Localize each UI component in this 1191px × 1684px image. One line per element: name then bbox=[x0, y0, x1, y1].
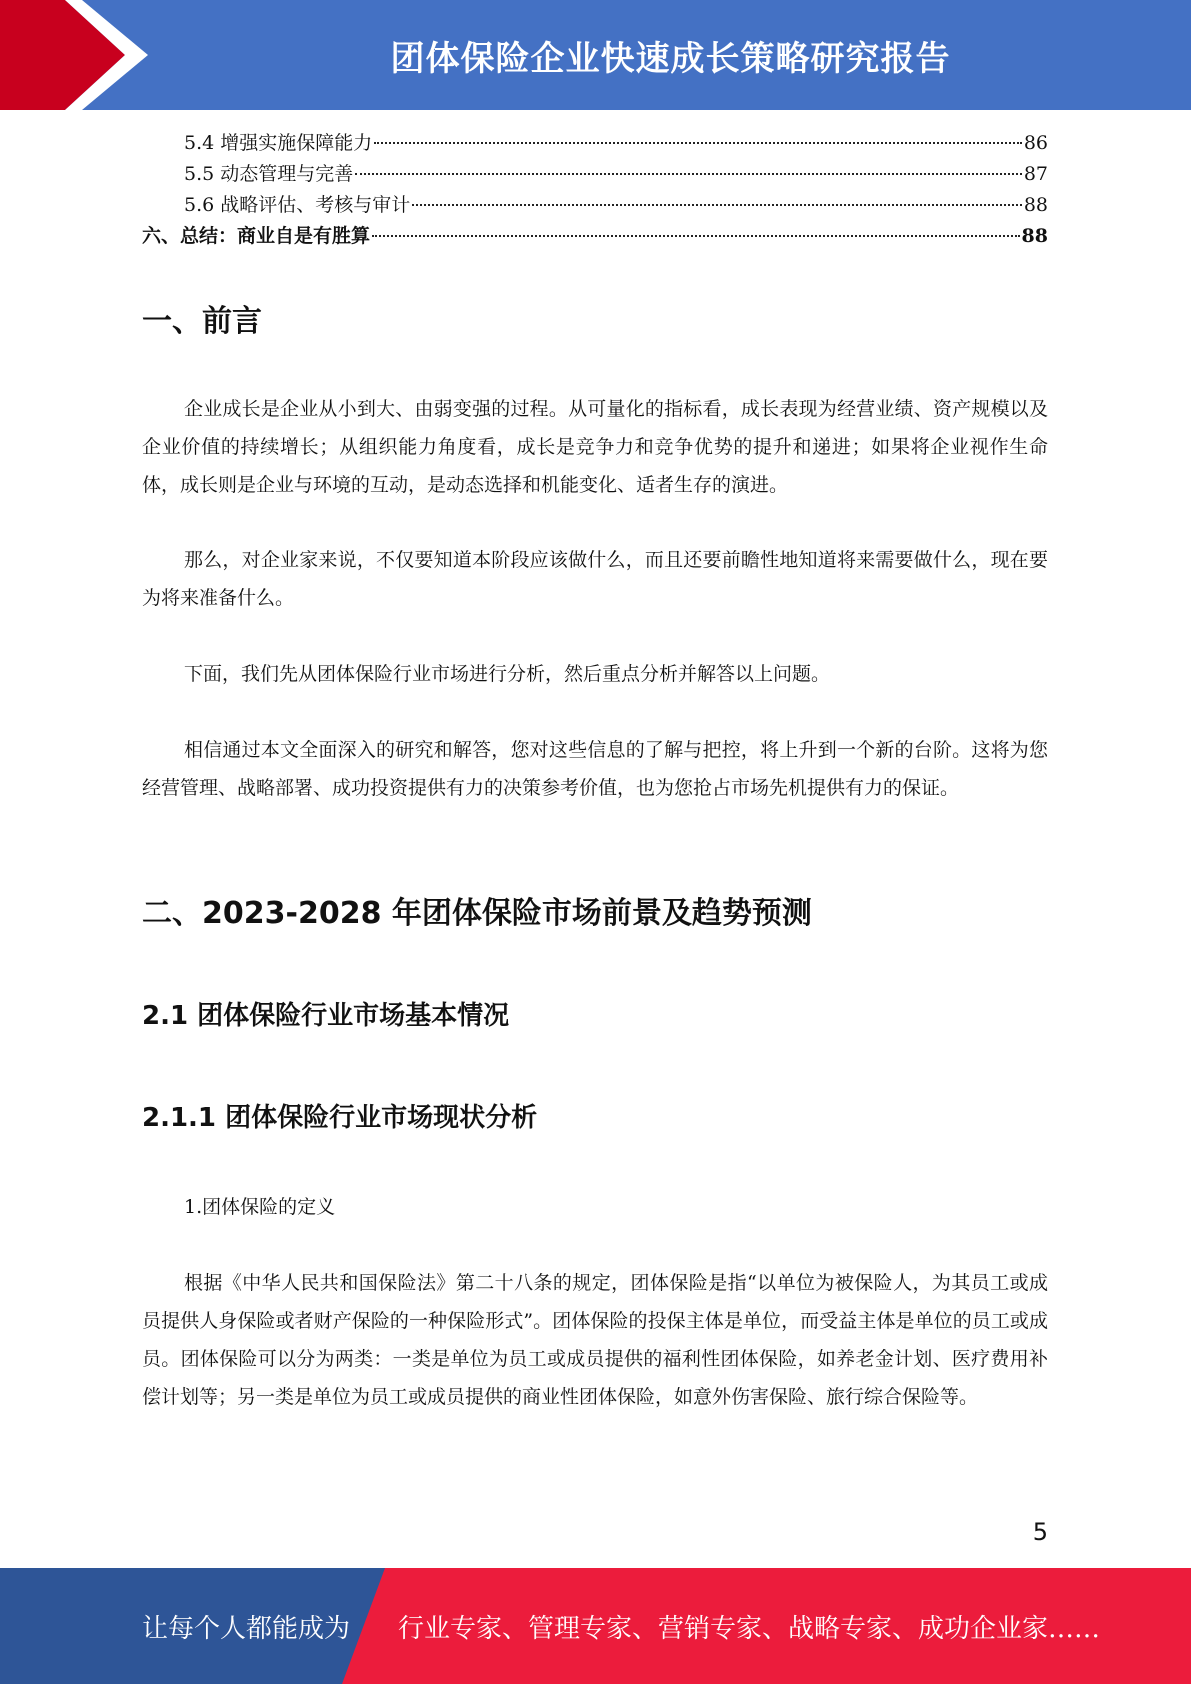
table-of-contents bbox=[142, 128, 1048, 252]
body-paragraph: 根据《中华人民共和国保险法》第二十八条的规定，团体保险是指“以单位为被保险人，为其员工或成员提供人身保险或者财产保险的一种保险形式”。团体保险的投保主体是单位，而受益主体是单位的员工或成员。团体保险可以分为两类：一类是单位为员工或成员提供的福利性团体保险，如养老金计划、医疗费用补偿计划等；另一类是单位为员工或成员提供的商业性团体保险，如意外伤害保险、旅行综合保险等。 bbox=[142, 1272, 1048, 1408]
numbered-item: 1.团体保险的定义 bbox=[184, 1196, 336, 1218]
toc-entry[interactable] bbox=[142, 159, 1048, 190]
toc-entry[interactable] bbox=[142, 128, 1048, 159]
chevron-arrow-icon bbox=[0, 0, 160, 110]
toc-dot-leader bbox=[355, 173, 1022, 175]
toc-entry-page: 87 bbox=[1023, 163, 1048, 185]
footer-slogan-left: 让每个人都能成为 bbox=[142, 1613, 351, 1644]
body-paragraph: 相信通过本文全面深入的研究和解答，您对这些信息的了解与把控，将上升到一个新的台阶。这将为您经营管理、战略部署、成功投资提供有力的决策参考价值，也为您抢占市场先机提供有力的保证。 bbox=[142, 739, 1048, 799]
section-heading-market-forecast: 二、2023-2028 年团体保险市场前景及趋势预测 bbox=[142, 896, 812, 931]
toc-entry[interactable] bbox=[142, 221, 1048, 252]
toc-entry-page: 88 bbox=[1021, 225, 1048, 247]
toc-entry-title: 5.4 增强实施保障能力 bbox=[184, 132, 373, 154]
body-paragraph: 企业成长是企业从小到大、由弱变强的过程。从可量化的指标看，成长表现为经营业绩、资产规模以及企业价值的持续增长；从组织能力角度看，成长是竞争力和竞争优势的提升和递进；如果将企业视作生命体，成长则是企业与环境的互动，是动态选择和机能变化、适者生存的演进。 bbox=[142, 398, 1048, 496]
body-paragraph: 下面，我们先从团体保险行业市场进行分析，然后重点分析并解答以上问题。 bbox=[184, 663, 831, 685]
page-footer bbox=[0, 1568, 1191, 1684]
toc-entry[interactable] bbox=[142, 190, 1048, 221]
section-heading-preface: 一、前言 bbox=[142, 304, 262, 339]
footer-slogan-right: 行业专家、管理专家、营销专家、战略专家、成功企业家…… bbox=[398, 1613, 1101, 1644]
toc-dot-leader bbox=[374, 142, 1022, 144]
subsection-heading: 2.1.1 团体保险行业市场现状分析 bbox=[142, 1103, 538, 1133]
page-header bbox=[0, 0, 1191, 110]
report-title: 团体保险企业快速成长策略研究报告 bbox=[390, 38, 951, 79]
toc-dot-leader bbox=[412, 204, 1022, 206]
toc-entry-page: 86 bbox=[1023, 132, 1048, 154]
toc-entry-page: 88 bbox=[1023, 194, 1048, 216]
toc-entry-title: 六、总结：商业自是有胜算 bbox=[142, 225, 371, 247]
toc-dot-leader bbox=[372, 235, 1020, 237]
body-paragraph: 那么，对企业家来说，不仅要知道本阶段应该做什么，而且还要前瞻性地知道将来需要做什么，现在要为将来准备什么。 bbox=[142, 549, 1048, 609]
subsection-heading: 2.1 团体保险行业市场基本情况 bbox=[142, 1001, 510, 1031]
toc-entry-title: 5.5 动态管理与完善 bbox=[184, 163, 354, 185]
page-number: 5 bbox=[1032, 1518, 1048, 1546]
toc-entry-title: 5.6 战略评估、考核与审计 bbox=[184, 194, 411, 216]
